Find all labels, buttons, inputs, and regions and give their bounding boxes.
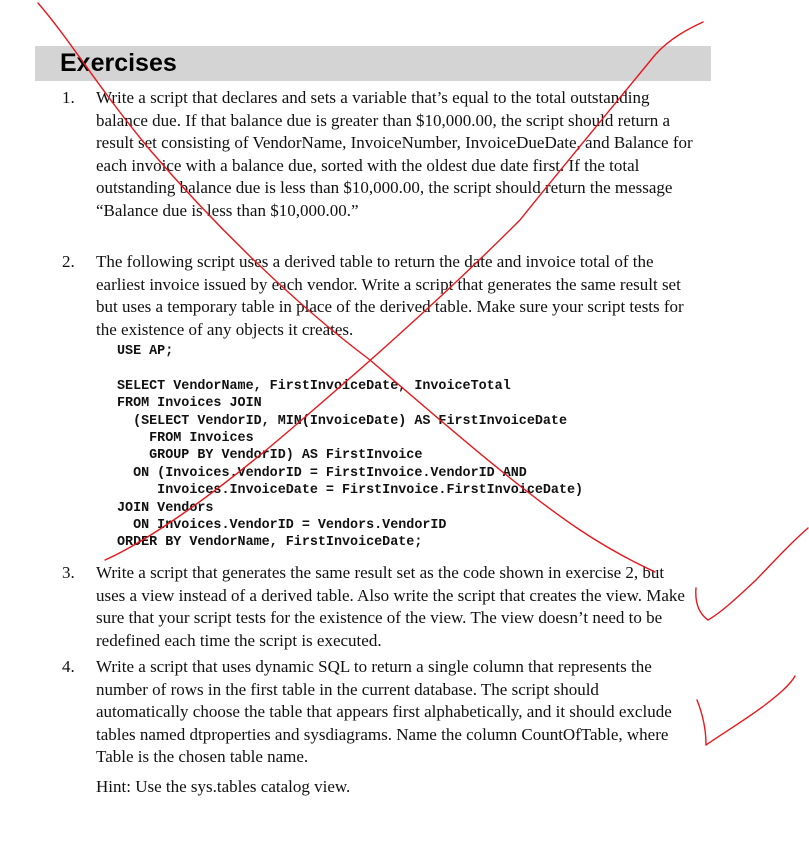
check-mark-icon — [697, 676, 795, 745]
exercise-hint: Hint: Use the sys.tables catalog view. — [96, 777, 351, 796]
exercise-number: 3. — [62, 563, 75, 582]
exercise-number: 4. — [62, 657, 75, 676]
page-title: Exercises — [60, 49, 177, 77]
exercise-text: Write a script that declares and sets a variable that’s equal to the total outstanding balance due. If that balance due is greater than $10,000.00, the script should return a result set consisting of VendorName, InvoiceNumber, InvoiceDueDate, and Balance for each invoice with a balance due, sorted with the oldest due date first. If the total outstanding balance due is less than $10,000.00, the script should return the message “Balance due is less than $10,000.00.” — [96, 88, 693, 220]
exercise-number: 1. — [62, 88, 75, 107]
check-mark-icon — [696, 528, 808, 620]
exercise-text: The following script uses a derived table to return the date and invoice total of the earliest invoice issued by each vendor. Write a script that generates the same result set but uses a temporary table in place of the derived table. Make sure your script tests for the existence of any objects it creates. — [96, 252, 684, 339]
exercise-number: 2. — [62, 252, 75, 271]
exercise-text: Write a script that generates the same result set as the code shown in exercise 2, but uses a view instead of a derived table. Also write the script that creates the view. Make sure that your script tests for the existence of the view. The view doesn’t need to be redefined each time the script is executed. — [96, 563, 685, 650]
exercise-text: Write a script that uses dynamic SQL to return a single column that represents the number of rows in the first table in the current database. The script should automatically choose the table that appears first alphabetically, and it should exclude tables named dtproperties and sysdiagrams. Name the column CountOfTable, where Table is the chosen table name. — [96, 657, 672, 767]
sql-code-block: USE AP; SELECT VendorName, FirstInvoiceDate, InvoiceTotal FROM Invoices JOIN (SELECT VendorID, MIN(InvoiceDate) AS FirstInvoiceDate FROM Invoices GROUP BY VendorID) AS FirstInvoice ON (Invoices.VendorID = FirstInvoice.VendorID AND Invoices.InvoiceDate = FirstInvoice.FirstInvoiceDate) JOIN Vendors ON Invoices.VendorID = Vendors.VendorID ORDER BY VendorName, FirstInvoiceDate; — [117, 344, 584, 551]
